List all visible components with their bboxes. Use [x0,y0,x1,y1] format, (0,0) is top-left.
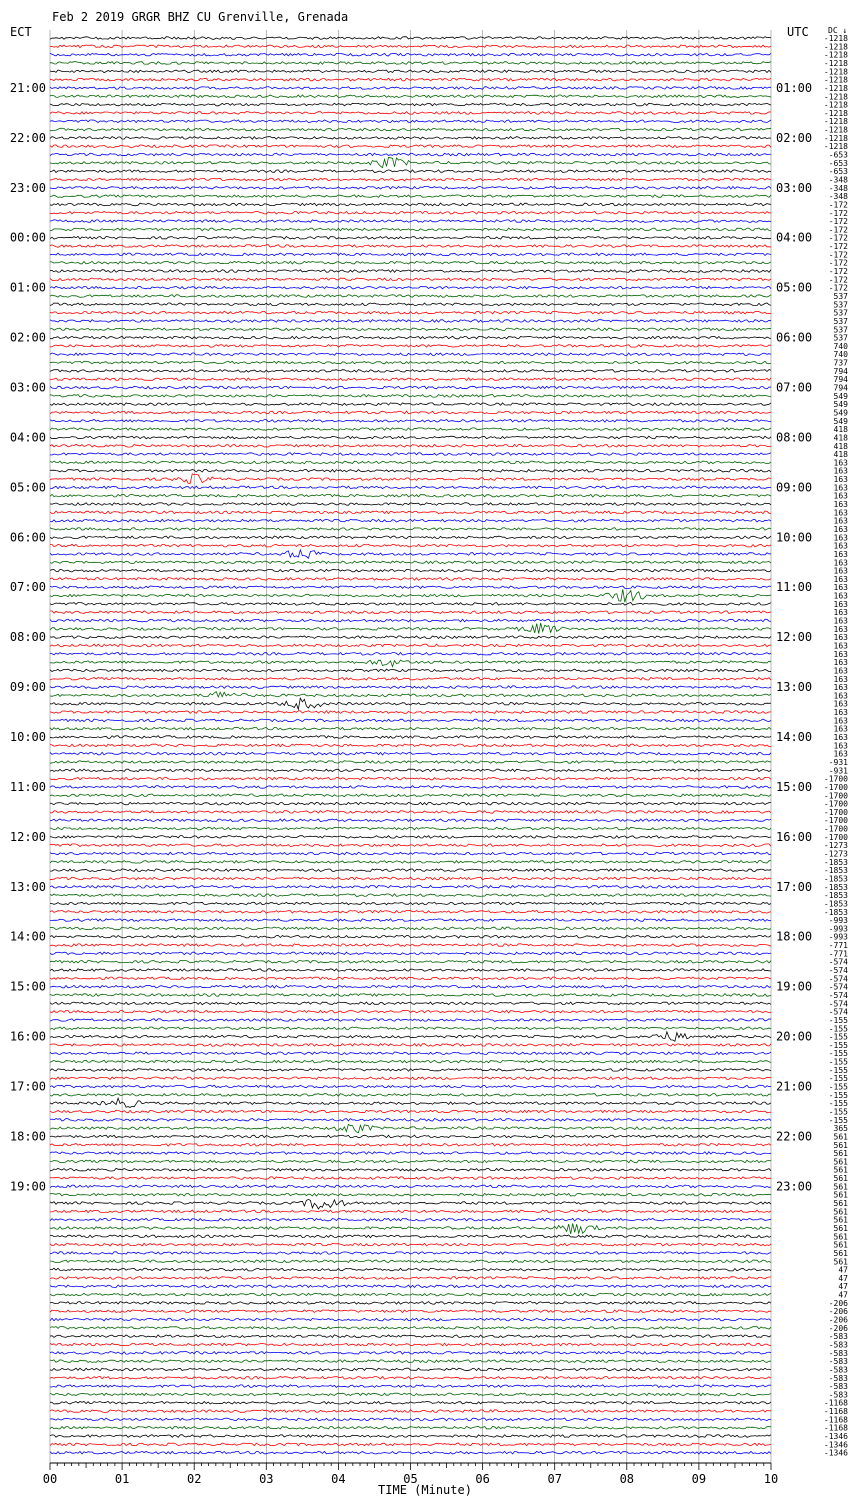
left-hour-label: 19:00 [9,1179,46,1194]
dc-offset-label: -993 [828,932,848,942]
dc-offset-label: -1218 [823,133,848,143]
dc-offset-label: -155 [828,1015,848,1025]
dc-offset-label: -206 [828,1298,848,1308]
dc-offset-label: -172 [828,258,848,268]
x-tick-label: 00 [42,1472,58,1486]
dc-offset-label: 561 [833,1157,848,1167]
right-hour-label: 08:00 [776,430,813,445]
dc-offset-label: -574 [828,974,848,984]
dc-offset-label: -653 [828,167,848,177]
dc-offset-label: -1273 [823,849,848,859]
left-hour-label: 08:00 [9,630,46,645]
dc-offset-label: -653 [828,158,848,168]
right-hour-label: 10:00 [776,530,813,545]
dc-offset-label: 163 [833,716,848,726]
dc-offset-header: DC ↓ [828,26,848,35]
dc-offset-label: -206 [828,1315,848,1325]
dc-offset-label: -1168 [823,1398,848,1408]
dc-offset-labels [824,34,848,1458]
dc-offset-label: 794 [833,383,848,393]
dc-offset-label: 561 [833,1174,848,1184]
dc-offset-label: -653 [828,150,848,160]
left-timezone-label: ECT [10,25,32,39]
dc-offset-label: 163 [833,500,848,510]
dc-offset-label: -172 [828,283,848,293]
left-hour-label: 01:00 [9,280,46,295]
right-hour-label: 14:00 [776,730,813,745]
dc-offset-label: -1853 [823,907,848,917]
dc-offset-label: -583 [828,1373,848,1383]
right-hour-label: 03:00 [776,180,813,195]
dc-offset-label: 561 [833,1132,848,1142]
dc-offset-label: 418 [833,425,848,435]
left-hour-label: 00:00 [9,230,46,245]
dc-offset-label: -771 [828,941,848,951]
left-hour-labels [10,81,46,1193]
dc-offset-label: -993 [828,916,848,926]
dc-offset-label: 561 [833,1223,848,1233]
right-hour-label: 23:00 [776,1179,813,1194]
dc-offset-label: 561 [833,1232,848,1242]
left-hour-label: 11:00 [9,779,46,794]
dc-offset-label: -172 [828,250,848,260]
dc-offset-label: -155 [828,1082,848,1092]
dc-offset-label: 163 [833,583,848,593]
dc-offset-label: -583 [828,1332,848,1342]
dc-offset-label: -574 [828,957,848,967]
dc-offset-label: 737 [833,358,848,368]
dc-offset-label: -1700 [823,774,848,784]
right-hour-label: 21:00 [776,1079,813,1094]
dc-offset-label: -1700 [823,799,848,809]
dc-offset-label: -155 [828,1107,848,1117]
left-hour-label: 10:00 [9,730,46,745]
dc-offset-label: 561 [833,1257,848,1267]
dc-offset-label: -574 [828,982,848,992]
dc-offset-label: -583 [828,1365,848,1375]
dc-offset-label: 163 [833,649,848,659]
dc-offset-label: -931 [828,757,848,767]
dc-offset-label: -583 [828,1382,848,1392]
right-hour-label: 15:00 [776,779,813,794]
dc-offset-label: -993 [828,924,848,934]
dc-offset-label: 163 [833,516,848,526]
x-axis-label: TIME (Minute) [378,1483,472,1497]
dc-offset-label: -1853 [823,891,848,901]
right-hour-label: 11:00 [776,580,813,595]
dc-offset-label: 163 [833,541,848,551]
dc-offset-label: 561 [833,1240,848,1250]
dc-offset-label: -1218 [823,142,848,152]
dc-offset-label: -172 [828,200,848,210]
dc-offset-label: 418 [833,441,848,451]
dc-offset-label: 163 [833,699,848,709]
dc-offset-label: -1168 [823,1415,848,1425]
dc-offset-label: 47 [838,1290,848,1300]
dc-offset-label: 163 [833,674,848,684]
dc-offset-label: 561 [833,1215,848,1225]
dc-offset-label: -1218 [823,83,848,93]
dc-offset-label: 163 [833,641,848,651]
dc-offset-label: 163 [833,749,848,759]
dc-offset-label: 549 [833,400,848,410]
dc-offset-label: -1700 [823,807,848,817]
right-hour-label: 05:00 [776,280,813,295]
dc-offset-label: -1218 [823,92,848,102]
dc-offset-label: -172 [828,267,848,277]
dc-offset-label: 163 [833,733,848,743]
x-tick-label: 10 [763,1472,779,1486]
dc-offset-label: 163 [833,558,848,568]
dc-offset-label: -155 [828,1090,848,1100]
dc-offset-label: 418 [833,433,848,443]
left-hour-label: 15:00 [9,979,46,994]
dc-offset-label: -172 [828,233,848,243]
dc-offset-label: 47 [838,1273,848,1283]
dc-offset-label: 537 [833,333,848,343]
dc-offset-label: 163 [833,724,848,734]
left-hour-label: 04:00 [9,430,46,445]
dc-offset-label: -1218 [823,50,848,60]
x-tick-label: 05 [403,1472,418,1486]
dc-offset-label: -348 [828,175,848,185]
dc-offset-label: -1700 [823,816,848,826]
left-hour-label: 23:00 [9,180,46,195]
dc-offset-label: -1218 [823,125,848,135]
dc-offset-label: -1218 [823,34,848,43]
right-hour-label: 07:00 [776,380,813,395]
x-tick-label: 04 [331,1472,346,1486]
dc-offset-label: -1853 [823,857,848,867]
dc-offset-label: 549 [833,408,848,418]
dc-offset-label: -583 [828,1390,848,1400]
dc-offset-label: 740 [833,341,848,351]
dc-offset-label: 365 [833,1124,848,1134]
dc-offset-label: 163 [833,741,848,751]
dc-offset-label: -1168 [823,1423,848,1433]
dc-offset-label: 163 [833,533,848,543]
dc-offset-label: 163 [833,683,848,693]
right-hour-label: 13:00 [776,680,813,695]
dc-offset-label: 561 [833,1190,848,1200]
right-hour-label: 06:00 [776,330,813,345]
dc-offset-label: -155 [828,1074,848,1084]
dc-offset-label: -1218 [823,108,848,118]
dc-offset-label: 163 [833,708,848,718]
dc-offset-label: -206 [828,1323,848,1333]
x-tick-label: 06 [475,1472,490,1486]
left-hour-label: 03:00 [9,380,46,395]
dc-offset-label: 163 [833,608,848,618]
left-hour-label: 05:00 [9,480,46,495]
dc-offset-label: -1346 [823,1440,848,1450]
left-hour-label: 09:00 [9,680,46,695]
dc-offset-label: -1218 [823,67,848,77]
dc-offset-label: -1700 [823,824,848,834]
dc-offset-label: 163 [833,524,848,534]
dc-offset-label: 163 [833,599,848,609]
left-hour-label: 12:00 [9,829,46,844]
dc-offset-label: -574 [828,966,848,976]
dc-offset-label: 561 [833,1207,848,1217]
dc-offset-label: -155 [828,1057,848,1067]
dc-offset-label: -172 [828,217,848,227]
dc-offset-label: 163 [833,466,848,476]
dc-offset-label: -771 [828,949,848,959]
dc-offset-label: -155 [828,1049,848,1059]
dc-offset-label: -172 [828,242,848,252]
dc-offset-label: -1273 [823,841,848,851]
dc-offset-label: -155 [828,1115,848,1125]
dc-offset-label: 537 [833,300,848,310]
dc-offset-label: 47 [838,1265,848,1275]
dc-offset-label: 537 [833,291,848,301]
right-hour-label: 09:00 [776,480,813,495]
x-tick-label: 02 [186,1472,202,1486]
dc-offset-label: -1218 [823,117,848,127]
dc-offset-label: 163 [833,658,848,668]
dc-offset-label: -1346 [823,1448,848,1458]
dc-offset-label: -348 [828,192,848,202]
dc-offset-label: 561 [833,1140,848,1150]
left-hour-label: 13:00 [9,879,46,894]
right-hour-label: 01:00 [776,80,813,95]
dc-offset-label: -1218 [823,42,848,52]
right-hour-label: 20:00 [776,1029,813,1044]
dc-offset-label: -583 [828,1357,848,1367]
dc-offset-label: -155 [828,1040,848,1050]
dc-offset-label: 794 [833,366,848,376]
dc-offset-label: 163 [833,566,848,576]
left-hour-label: 22:00 [9,130,46,145]
dc-offset-label: 163 [833,549,848,559]
dc-offset-label: -1218 [823,58,848,68]
dc-offset-label: 163 [833,633,848,643]
dc-offset-label: -1168 [823,1407,848,1417]
dc-offset-label: 163 [833,475,848,485]
dc-offset-label: 537 [833,316,848,326]
left-hour-label: 18:00 [9,1129,46,1144]
dc-offset-label: -574 [828,1007,848,1017]
dc-offset-label: -155 [828,1065,848,1075]
left-hour-label: 07:00 [9,580,46,595]
dc-offset-label: 163 [833,491,848,501]
dc-offset-label: -1700 [823,782,848,792]
dc-offset-label: 163 [833,574,848,584]
dc-offset-label: -1700 [823,832,848,842]
right-timezone-label: UTC [787,25,809,39]
dc-offset-label: -1346 [823,1432,848,1442]
dc-offset-label: -1218 [823,75,848,85]
dc-offset-label: 163 [833,666,848,676]
dc-offset-label: -172 [828,275,848,285]
dc-offset-label: -172 [828,225,848,235]
left-hour-label: 16:00 [9,1029,46,1044]
x-tick-label: 07 [547,1472,562,1486]
dc-offset-label: 163 [833,508,848,518]
dc-offset-label: -1853 [823,866,848,876]
right-hour-label: 22:00 [776,1129,813,1144]
right-hour-label: 16:00 [776,829,813,844]
dc-offset-label: 163 [833,624,848,634]
dc-offset-label: 561 [833,1199,848,1209]
dc-offset-label: -574 [828,999,848,1009]
left-hour-label: 21:00 [9,80,46,95]
left-hour-label: 06:00 [9,530,46,545]
dc-offset-label: 561 [833,1165,848,1175]
dc-offset-label: -931 [828,766,848,776]
left-hour-label: 14:00 [9,929,46,944]
dc-offset-label: 163 [833,483,848,493]
chart-title: Feb 2 2019 GRGR BHZ CU Grenville, Grenada [52,10,349,24]
dc-offset-label: -583 [828,1348,848,1358]
dc-offset-label: -1853 [823,899,848,909]
x-tick-label: 08 [619,1472,635,1486]
dc-offset-label: -348 [828,183,848,193]
dc-offset-label: -206 [828,1307,848,1317]
right-hour-label: 17:00 [776,879,813,894]
dc-offset-label: 163 [833,591,848,601]
dc-offset-label: -172 [828,208,848,218]
right-hour-label: 02:00 [776,130,813,145]
dc-offset-label: 163 [833,616,848,626]
dc-offset-label: 549 [833,416,848,426]
left-hour-label: 17:00 [9,1079,46,1094]
dc-offset-label: -155 [828,1024,848,1034]
dc-offset-label: 537 [833,325,848,335]
dc-offset-label: -574 [828,990,848,1000]
left-hour-label: 02:00 [9,330,46,345]
dc-offset-label: 740 [833,350,848,360]
dc-offset-label: -155 [828,1099,848,1109]
x-tick-label: 01 [114,1472,130,1486]
right-hour-label: 04:00 [776,230,813,245]
right-hour-label: 19:00 [776,979,813,994]
right-hour-label: 18:00 [776,929,813,944]
dc-offset-label: 561 [833,1149,848,1159]
dc-offset-label: 163 [833,691,848,701]
dc-offset-label: -1700 [823,791,848,801]
dc-offset-label: 163 [833,458,848,468]
x-tick-label: 03 [259,1472,274,1486]
dc-offset-label: 537 [833,308,848,318]
dc-offset-label: -1218 [823,100,848,110]
dc-offset-label: -1853 [823,874,848,884]
dc-offset-label: 549 [833,391,848,401]
dc-offset-label: -583 [828,1340,848,1350]
right-hour-label: 12:00 [776,630,813,645]
dc-offset-label: -1853 [823,882,848,892]
x-tick-label: 09 [691,1472,707,1486]
right-hour-labels [776,81,812,1193]
dc-offset-label: -155 [828,1032,848,1042]
dc-offset-label: 561 [833,1182,848,1192]
dc-offset-label: 418 [833,450,848,460]
dc-offset-label: 794 [833,375,848,385]
dc-offset-label: 47 [838,1282,848,1292]
dc-offset-label: 561 [833,1248,848,1258]
